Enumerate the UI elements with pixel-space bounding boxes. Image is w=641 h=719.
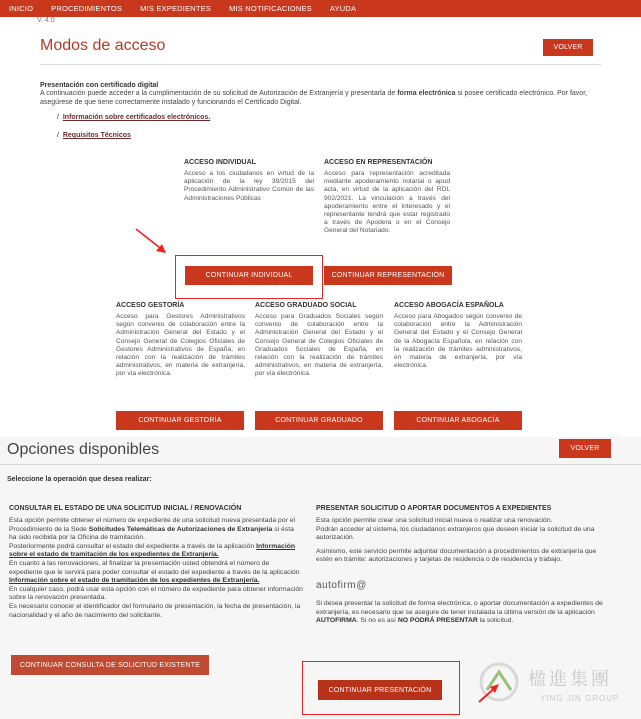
representacion-text: Acceso para representación acreditada mediante apoderamiento notarial o apud acta, en virtud de la aplicación del RDL 902/2021. La vinculación a través del apoderamiento entre el interesado y el representante tendrá que estar registrado a través de Apodera o en el Consejo General del Notariado.	[324, 170, 450, 235]
select-operation-label: Seleccione la operación que desea realizar:	[7, 476, 152, 483]
highlight-box-individual	[175, 255, 323, 299]
link-requisitos[interactable]: / Requisitos Técnicos	[57, 132, 131, 139]
nav-ayuda[interactable]: AYUDA	[329, 4, 357, 13]
watermark-en: YING JIN GROUP	[540, 694, 620, 703]
opciones-title: Opciones disponibles	[7, 441, 160, 458]
nav-mis-notificaciones[interactable]: MIS NOTIFICACIONES	[229, 4, 312, 13]
nav-inicio[interactable]: INICIO	[9, 4, 34, 13]
continuar-presentacion-button[interactable]: CONTINUAR PRESENTACIÓN	[318, 680, 442, 700]
top-nav	[0, 0, 641, 17]
link-certificados[interactable]: / Información sobre certificados electrónicos.	[57, 114, 211, 121]
nav-procedimientos[interactable]: PROCEDIMIENTOS	[51, 4, 123, 13]
gestoria-head: ACCESO GESTORÍA	[116, 302, 185, 309]
autofirma-logo: autofirm@	[316, 580, 367, 591]
consultar-head: CONSULTAR EL ESTADO DE UNA SOLICITUD INICIAL / RENOVACIÓN	[9, 505, 242, 512]
abogacia-text: Acceso para Abogados según convenio de colaboración entre la Administración General del Estado y el Consejo General de la Abogacía Española, en relación con la realización de trámites administrativos, en materia de extranjería, por vía electrónica.	[394, 313, 522, 370]
continuar-individual-button[interactable]: CONTINUAR INDIVIDUAL	[185, 266, 313, 285]
continuar-gestoria-button[interactable]: CONTINUAR GESTORÍA	[116, 411, 244, 430]
version-label: V. 4.0	[37, 17, 55, 24]
page-title: Modos de acceso	[40, 37, 166, 54]
presentar-head: PRESENTAR SOLICITUD O APORTAR DOCUMENTOS A EXPEDIENTES	[316, 505, 552, 512]
opciones-volver-button[interactable]: VOLVER	[559, 439, 611, 458]
ying-jin-logo-icon	[477, 660, 521, 704]
abogacia-head: ACCESO ABOGACÍA ESPAÑOLA	[394, 302, 504, 309]
presentacion-title: Presentación con certificado digital	[40, 82, 159, 89]
individual-head: ACCESO INDIVIDUAL	[184, 159, 256, 166]
highlight-box-presentacion	[302, 661, 460, 715]
gestoria-text: Acceso para Gestores Administrativos según convenio de colaboración entre la Administración General del Estado y el Consejo General de Colegios Oficiales de Gestores Administrativos de España, en relación con la realización de trámites administrativos, en materia de extranjería, por vía electrónica.	[116, 313, 245, 378]
volver-button[interactable]: VOLVER	[543, 39, 593, 56]
nav-mis-expedientes[interactable]: MIS EXPEDIENTES	[140, 4, 212, 13]
presentar-text-bottom: Si desea presentar la solicitud de forma electrónica, o aportar documentación a expedientes de extranjería, es necesario que se asegure de tener instalada la última versión de la aplicación AUTOFIRMA. Si no es así NO PODRÁ PRESENTAR la solicitud.	[316, 600, 603, 625]
continuar-graduado-button[interactable]: CONTINUAR GRADUADO	[255, 411, 383, 430]
graduado-head: ACCESO GRADUADO SOCIAL	[255, 302, 357, 309]
consultar-text: Esta opción permite obtener el número de expediente de una solicitud nueva presentada por el Procedimiento de la Sede Solicitudes Telemáticas de Autorizaciones de Extranjería si ésta ha sido recibida por la Oficina de tramitación. Posteriormente podrá consultar el estado del expediente a través de la aplicación Información sobre el estado de tramitación de los expedientes de Extranjería. En cuanto a las renovaciones, al finalizar la presentación usted obtendrá el número de expediente que le servirá para poder consultar el estado del expediente a través de la aplicación Información sobre el estado de tramitación de los expedientes de Extranjería. En cualquier caso, podrá usar esta opción con el número de expediente para obtener información sobre la renovación presentada. Es necesario conocer el identificador del formulario de presentación, la fecha de presentación, la nacionalidad y el año de nacimiento del solicitante.	[9, 517, 303, 619]
continuar-representacion-button[interactable]: CONTINUAR REPRESENTACIÓN	[324, 266, 452, 285]
representacion-head: ACCESO EN REPRESENTACIÓN	[324, 159, 433, 166]
individual-text: Acceso a los ciudadanos en virtud de la aplicación de la ley 39/2015 del Procedimiento Administrativo Común de las Administraciones Públicas	[184, 170, 314, 202]
graduado-text: Acceso para Graduados Sociales según convenio de colaboración entre la Administración General del Estado y el Consejo General de Colegios Oficiales de Graduados Sociales de España, en relación con la realización de trámites administrativos, en materia de extranjería, por vía electrónica.	[255, 313, 383, 378]
red-arrow-icon	[132, 225, 172, 257]
divider	[40, 64, 601, 65]
modos-panel	[0, 17, 641, 437]
presentacion-text: A continuación puede acceder a la cumplimentación de su solicitud de Autorización de Extranjería y presentarla de forma electrónica si posee certificado electrónico. Por favor, asegúrese de que tiene correctamente instalado y funcionando el Certificado Digital.	[40, 90, 588, 106]
watermark-cn: 楹進集團	[528, 669, 612, 690]
continuar-abogacia-button[interactable]: CONTINUAR ABOGACÍA	[394, 411, 522, 430]
continuar-consulta-button[interactable]: CONTINUAR CONSULTA DE SOLICITUD EXISTENTE	[11, 655, 209, 675]
opciones-divider	[0, 464, 641, 465]
presentar-text-top: Esta opción permite crear una solicitud inicial nueva o realizar una renovación. Podrán acceder al sistema, los ciudadanos extranjeros que deseen iniciar la solicitud de una autorización. Asimismo, este servicio permite adjuntar documentación a procedimientos de extranjería que estén en trámite: autorizaciones y tarjetas de residencia o de residencia y trabajo.	[316, 517, 597, 564]
